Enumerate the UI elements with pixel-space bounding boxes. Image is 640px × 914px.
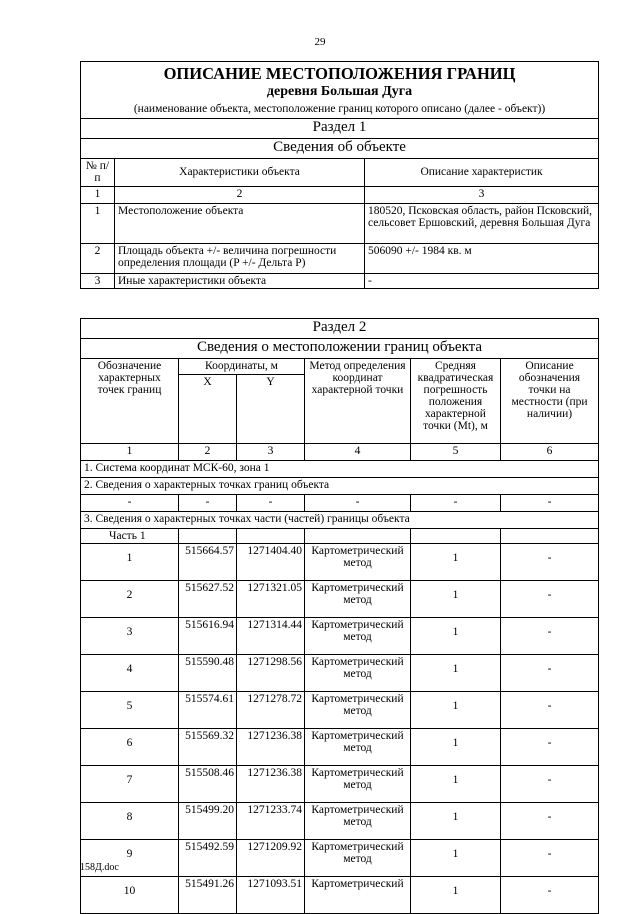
point-x: 515616.94 (179, 618, 237, 655)
point-precision: 1 (411, 877, 501, 914)
point-precision: 1 (411, 655, 501, 692)
point-method: Картометрический метод (305, 840, 411, 877)
file-name-footer: 158Д.doc (80, 862, 119, 873)
row-number: 1 (81, 204, 115, 244)
point-precision: 1 (411, 581, 501, 618)
table-row (81, 877, 599, 914)
point-description: - (501, 840, 599, 877)
boundary-points-row: 2. Сведения о характерных точках границ объекта (81, 478, 599, 495)
point-precision: 1 (411, 618, 501, 655)
point-x: 515664.57 (179, 544, 237, 581)
point-method: Картометрический метод (305, 581, 411, 618)
point-method: Картометрический метод (305, 803, 411, 840)
empty-points-row (81, 495, 599, 512)
empty-cell: - (237, 495, 305, 512)
col-number-3: 3 (237, 444, 305, 461)
col-number-1: 1 (81, 444, 179, 461)
header-coords: Координаты, м (179, 359, 305, 375)
col-number-2: 2 (179, 444, 237, 461)
row-value: 506090 +/- 1984 кв. м (365, 244, 599, 274)
point-precision: 1 (411, 729, 501, 766)
point-y: 1271321.05 (237, 581, 305, 618)
coordinate-system-row: 1. Система координат МСК-60, зона 1 (81, 461, 599, 478)
point-x: 515590.48 (179, 655, 237, 692)
empty-cell: - (501, 495, 599, 512)
col-number-4: 4 (305, 444, 411, 461)
table-row (81, 692, 599, 729)
table-row (81, 766, 599, 803)
table-row (81, 544, 599, 581)
point-description: - (501, 618, 599, 655)
row-name: Местоположение объекта (115, 204, 365, 244)
point-precision: 1 (411, 692, 501, 729)
point-y: 1271278.72 (237, 692, 305, 729)
point-description: - (501, 655, 599, 692)
point-y: 1271093.51 (237, 877, 305, 914)
point-description: - (501, 766, 599, 803)
point-y: 1271298.56 (237, 655, 305, 692)
point-description: - (501, 877, 599, 914)
section-1-table (80, 61, 599, 289)
col-number-1: 1 (81, 187, 115, 204)
point-description: - (501, 544, 599, 581)
section-2-heading: Сведения о местоположении границ объекта (81, 339, 599, 359)
point-description: - (501, 803, 599, 840)
table-row (81, 729, 599, 766)
point-number: 8 (81, 803, 179, 840)
row-number: 2 (81, 244, 115, 274)
point-precision: 1 (411, 766, 501, 803)
point-method: Картометрический метод (305, 655, 411, 692)
point-description: - (501, 692, 599, 729)
point-y: 1271236.38 (237, 729, 305, 766)
point-number: 2 (81, 581, 179, 618)
section-2-table (80, 318, 599, 914)
col-number-6: 6 (501, 444, 599, 461)
header-designation: Обозначение характерных точек границ (81, 359, 179, 444)
header-method: Метод определения координат характерной точки (305, 359, 411, 444)
point-number: 3 (81, 618, 179, 655)
point-number: 1 (81, 544, 179, 581)
point-x: 515499.20 (179, 803, 237, 840)
point-precision: 1 (411, 840, 501, 877)
point-number: 9 (81, 840, 179, 877)
object-name-note: (наименование объекта, местоположение границ которого описано (далее - объект)) (81, 102, 599, 119)
col-number-2: 2 (115, 187, 365, 204)
point-x: 515491.26 (179, 877, 237, 914)
col-header-description: Описание характеристик (365, 159, 599, 187)
point-number: 5 (81, 692, 179, 729)
header-description: Описание обозначения точки на местности (при наличии) (501, 359, 599, 444)
point-precision: 1 (411, 803, 501, 840)
point-precision: 1 (411, 544, 501, 581)
point-x: 515508.46 (179, 766, 237, 803)
point-x: 515574.61 (179, 692, 237, 729)
point-x: 515627.52 (179, 581, 237, 618)
empty-cell: - (81, 495, 179, 512)
point-method: Картометрический метод (305, 618, 411, 655)
part-points-row: 3. Сведения о характерных точках части (частей) границы объекта (81, 512, 599, 529)
point-y: 1271209.92 (237, 840, 305, 877)
section-2-label: Раздел 2 (81, 319, 599, 339)
point-x: 515569.32 (179, 729, 237, 766)
row-value: - (365, 274, 599, 289)
point-y: 1271404.40 (237, 544, 305, 581)
point-x: 515492.59 (179, 840, 237, 877)
empty-cell: - (411, 495, 501, 512)
table-row (81, 655, 599, 692)
point-number: 7 (81, 766, 179, 803)
point-method: Картометрический метод (305, 692, 411, 729)
table-row (81, 618, 599, 655)
table-row (81, 581, 599, 618)
point-method: Картометрический (305, 877, 411, 914)
part-label: Часть 1 (81, 529, 179, 544)
object-name: деревня Большая Дуга (81, 84, 599, 102)
point-y: 1271314.44 (237, 618, 305, 655)
point-y: 1271236.38 (237, 766, 305, 803)
point-number: 10 (81, 877, 179, 914)
table-row (81, 244, 599, 274)
point-y: 1271233.74 (237, 803, 305, 840)
point-method: Картометрический метод (305, 544, 411, 581)
point-method: Картометрический метод (305, 729, 411, 766)
row-name: Иные характеристики объекта (115, 274, 365, 289)
empty-cell: - (179, 495, 237, 512)
document-title: ОПИСАНИЕ МЕСТОПОЛОЖЕНИЯ ГРАНИЦ (81, 62, 599, 85)
point-number: 6 (81, 729, 179, 766)
table-row (81, 204, 599, 244)
header-x: X (179, 375, 237, 444)
row-name: Площадь объекта +/- величина погрешности определения площади (P +/- Дельта P) (115, 244, 365, 274)
section-1-label: Раздел 1 (81, 119, 599, 139)
table-row (81, 803, 599, 840)
section-1-heading: Сведения об объекте (81, 139, 599, 159)
page-number: 29 (314, 36, 326, 48)
point-number: 4 (81, 655, 179, 692)
header-precision: Средняя квадратическая погрешность положения характерной точки (Mt), м (411, 359, 501, 444)
row-value: 180520, Псковская область, район Псковский, сельсовет Ершовский, деревня Большая Дуга (365, 204, 599, 244)
col-header-characteristic: Характеристики объекта (115, 159, 365, 187)
point-description: - (501, 729, 599, 766)
point-description: - (501, 581, 599, 618)
col-header-number: № п/п (81, 159, 115, 187)
table-row (81, 840, 599, 877)
col-number-5: 5 (411, 444, 501, 461)
header-y: Y (237, 375, 305, 444)
col-number-3: 3 (365, 187, 599, 204)
row-number: 3 (81, 274, 115, 289)
point-method: Картометрический метод (305, 766, 411, 803)
empty-cell: - (305, 495, 411, 512)
table-row (81, 274, 599, 289)
